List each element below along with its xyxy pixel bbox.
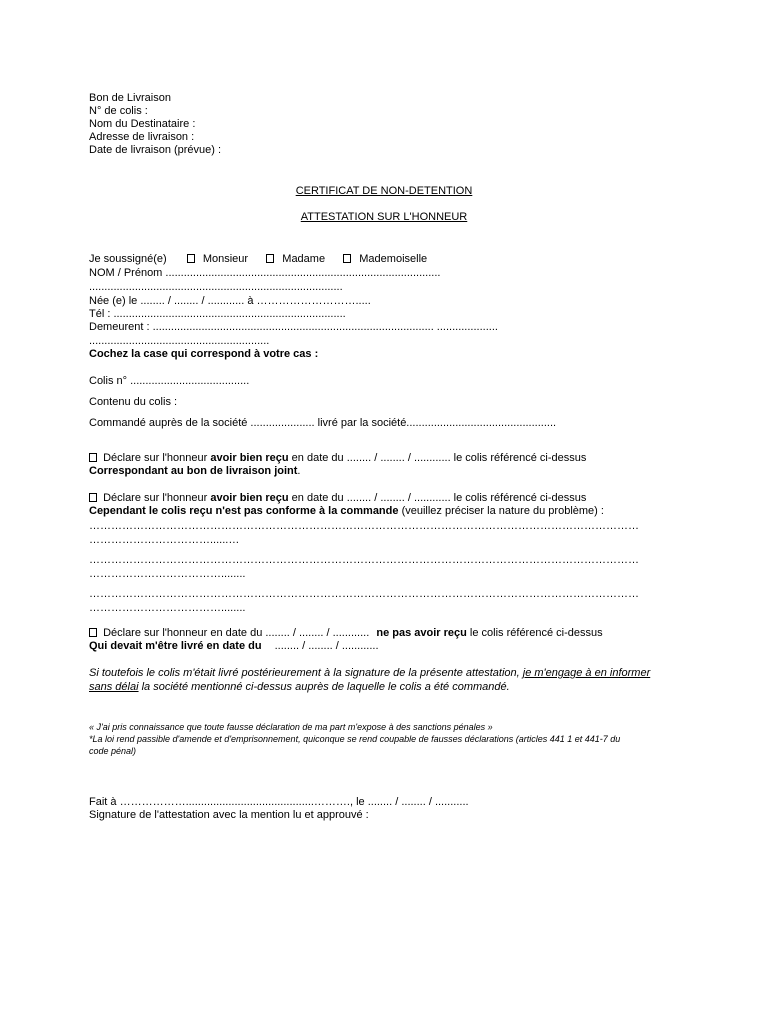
case1-line xyxy=(89,452,586,465)
colis-number-field[interactable]: Colis n° ....................................... xyxy=(89,375,250,387)
header-date: Date de livraison (prévue) : xyxy=(89,144,222,156)
case3-line xyxy=(89,627,603,640)
fait-field[interactable]: Fait à ………………..........................................………., le ........ / ........ / ........... xyxy=(89,796,469,808)
label-monsieur: Monsieur xyxy=(202,253,249,265)
cochez-heading: Cochez la case qui correspond à votre cas : xyxy=(89,348,319,360)
legal-law-line1: *La loi rend passible d'amende et d'emprisonnement, quiconque se rend coupable de fausses déclarations (articles 441 1 et 441-7 du xyxy=(89,734,621,744)
case1-line2 xyxy=(89,465,300,478)
legal-law-line2: code pénal) xyxy=(89,746,137,756)
header-title: Bon de Livraison xyxy=(89,92,171,104)
case2-dots-line[interactable]: …………………………………………………………………………………………………………………………………… xyxy=(89,520,639,532)
case1-period: . xyxy=(297,465,301,477)
case2-nonconforme: Cependant le colis reçu n'est pas conforme à la commande xyxy=(89,505,399,517)
checkbox-case2[interactable] xyxy=(89,493,97,502)
adresse-field[interactable]: Demeurent : ............................................................................................ .................... xyxy=(89,321,498,333)
case1-bold: avoir bien reçu xyxy=(210,452,289,464)
title-attestation: ATTESTATION SUR L'HONNEUR xyxy=(300,211,468,223)
label-madame: Madame xyxy=(282,253,326,265)
header-recipient: Nom du Destinataire : xyxy=(89,118,196,130)
commande-field[interactable]: Commandé auprès de la société ..................... livré par la société................................................. xyxy=(89,417,557,429)
engagement-line2 xyxy=(89,681,510,694)
engagement-part2: je m'engage à en informer xyxy=(522,667,651,679)
case2-line xyxy=(89,492,586,505)
case2-bold: avoir bien reçu xyxy=(210,492,289,504)
case3-bold: ne pas avoir reçu xyxy=(376,627,467,639)
tel-field[interactable]: Tél : ............................................................................ xyxy=(89,308,346,320)
title-certificat: CERTIFICAT DE NON-DETENTION xyxy=(295,185,473,197)
case2-dots-line[interactable]: ………………………………........ xyxy=(89,602,246,614)
checkbox-mademoiselle[interactable] xyxy=(343,254,351,263)
case2-precise: (veuillez préciser la nature du problème) : xyxy=(401,505,604,517)
case3-post: le colis référencé ci-dessus xyxy=(469,627,603,639)
case2-dots-line[interactable]: …………………………………………………………………………………………………………………………………… xyxy=(89,554,639,566)
case1-pre: Déclare sur l'honneur xyxy=(103,452,208,464)
case3-pre: Déclare sur l'honneur en date du ........ / ........ / ............ xyxy=(103,627,370,639)
colis-contenu-label: Contenu du colis : xyxy=(89,396,178,408)
engagement-line1 xyxy=(89,667,650,680)
signature-label: Signature de l'attestation avec la mention lu et approuvé : xyxy=(89,809,369,821)
adresse-field-continued[interactable]: ........................................................... xyxy=(89,335,270,347)
label-mademoiselle: Mademoiselle xyxy=(359,253,428,265)
legal-quote: « J'ai pris connaissance que toute fausse déclaration de ma part m'expose à des sanctions pénales » xyxy=(89,722,493,732)
soussigne-label: Je soussigné(e) xyxy=(89,253,167,265)
case2-dots-line[interactable]: …………………………………………………………………………………………………………………………………… xyxy=(89,588,639,600)
case3-line2 xyxy=(89,640,379,653)
checkbox-monsieur[interactable] xyxy=(187,254,195,263)
checkbox-madame[interactable] xyxy=(266,254,274,263)
header-colis-number: N° de colis : xyxy=(89,105,148,117)
case1-joint: Correspondant au bon de livraison joint xyxy=(89,465,298,477)
case2-line2 xyxy=(89,505,604,518)
checkbox-case1[interactable] xyxy=(89,453,97,462)
engagement-part4: la société mentionné ci-dessus auprès de laquelle le colis a été commandé. xyxy=(141,681,510,693)
case2-dots-line[interactable]: ………………………………........ xyxy=(89,568,246,580)
nom-field-continued[interactable]: ................................................................................... xyxy=(89,281,343,293)
nom-field[interactable]: NOM / Prénom .......................................................................................... xyxy=(89,267,441,279)
case2-post: en date du ........ / ........ / ............ le colis référencé ci-dessus xyxy=(291,492,587,504)
case1-post: en date du ........ / ........ / ............ le colis référencé ci-dessus xyxy=(291,452,587,464)
case3-due: Qui devait m'être livré en date du xyxy=(89,640,262,652)
engagement-part3: sans délai xyxy=(89,681,139,693)
naissance-field[interactable]: Née (e) le ........ / ........ / ............ à ………………………..... xyxy=(89,295,371,307)
header-address: Adresse de livraison : xyxy=(89,131,195,143)
civility-row xyxy=(89,253,427,266)
checkbox-case3[interactable] xyxy=(89,628,97,637)
case2-dots-line[interactable]: ……………………………......… xyxy=(89,534,240,546)
case2-pre: Déclare sur l'honneur xyxy=(103,492,208,504)
case3-due-date: ........ / ........ / ............ xyxy=(274,640,379,652)
engagement-part1: Si toutefois le colis m'était livré postérieurement à la signature de la présente attestation, xyxy=(89,667,520,679)
